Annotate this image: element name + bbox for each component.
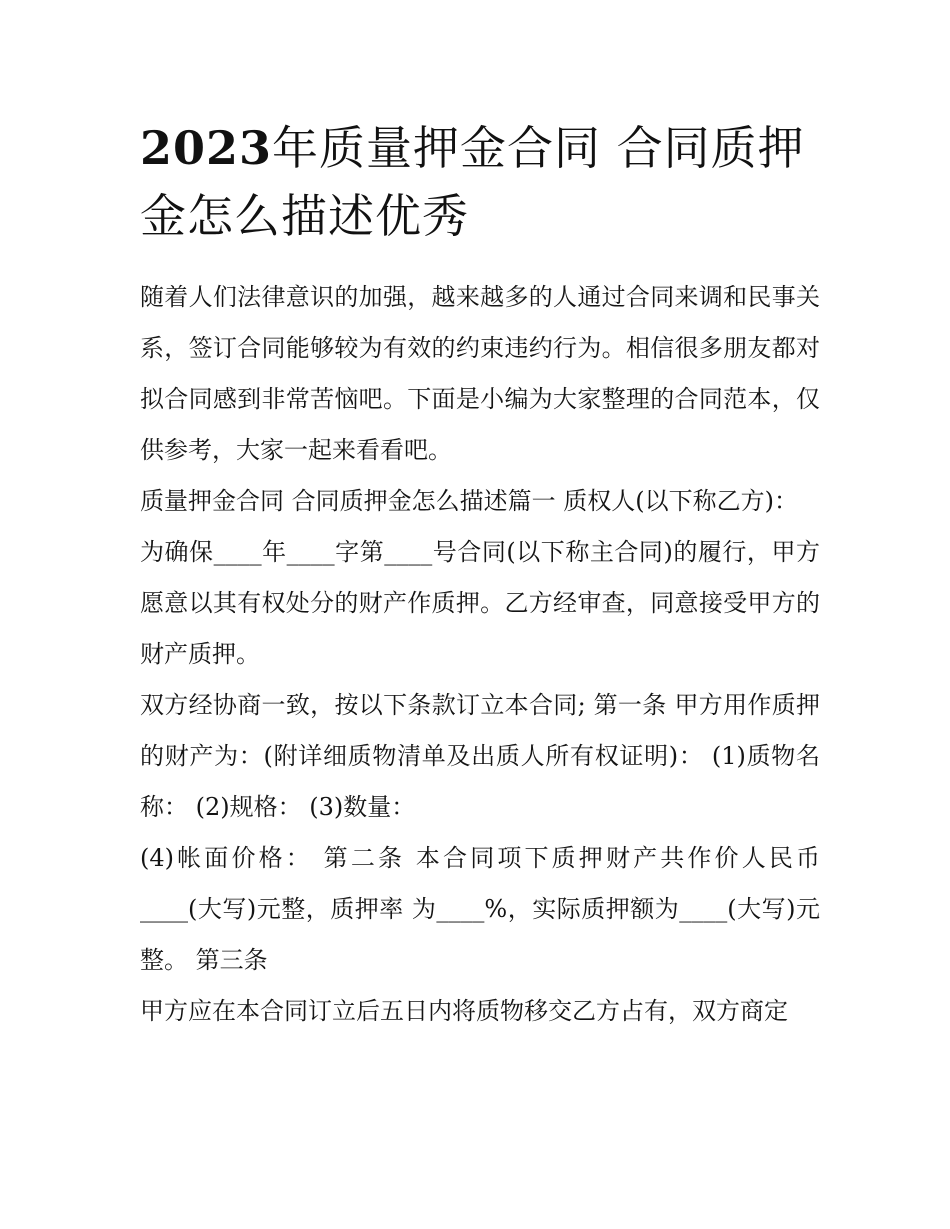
article-one-paragraph: 双方经协商一致，按以下条款订立本合同; 第一条 甲方用作质押的财产为：(附详细质物清单及出质人所有权证明)： (1)质物名称： (2)规格： (3)数量： <box>140 691 820 821</box>
document-body <box>140 114 820 1037</box>
guarantee-paragraph: 为确保____年____字第____号合同(以下称主合同)的履行，甲方愿意以其有权处分的财产作质押。乙方经审查，同意接受甲方的财产质押。 <box>140 538 820 668</box>
title-text: 年质量押金合同 合同质押金怎么描述优秀 <box>140 121 805 243</box>
intro-paragraph: 随着人们法律意识的加强，越来越多的人通过合同来调和民事关系，签订合同能够较为有效的约束违约行为。相信很多朋友都对拟合同感到非常苦恼吧。下面是小编为大家整理的合同范本，仅供参考，大家一起来看看吧。 <box>140 283 820 464</box>
section-heading-paragraph: 质量押金合同 合同质押金怎么描述篇一 质权人(以下称乙方)： <box>140 487 798 515</box>
title-year: 2023 <box>140 121 273 175</box>
document-title <box>140 114 820 250</box>
article-two-paragraph: (4)帐面价格： 第二条 本合同项下质押财产共作价人民币____(大写)元整，质押率 为____%，实际质押额为____(大写)元整。 第三条 <box>140 844 820 974</box>
article-three-paragraph: 甲方应在本合同订立后五日内将质物移交乙方占有，双方商定 <box>140 997 788 1025</box>
